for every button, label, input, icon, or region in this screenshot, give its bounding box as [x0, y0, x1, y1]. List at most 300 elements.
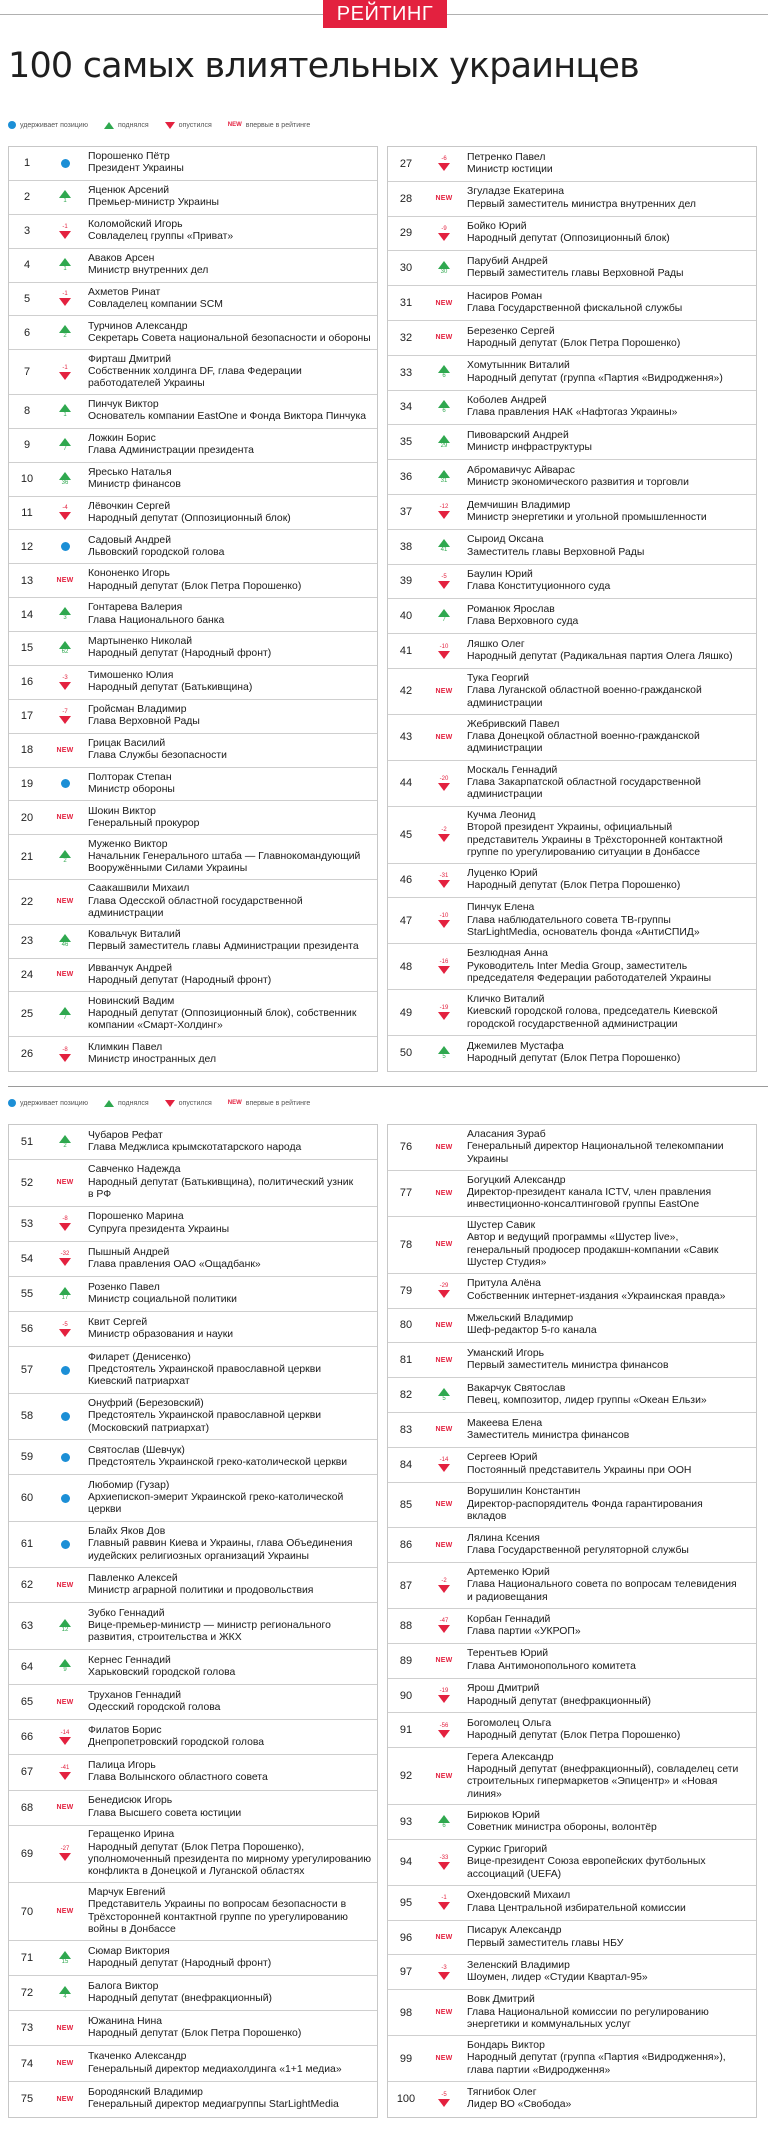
person-name: Пинчук Виктор	[88, 399, 159, 411]
ranking-entry	[9, 700, 377, 734]
entry-text	[88, 1125, 373, 1159]
entry-text	[467, 761, 752, 806]
person-name: Квит Сергей	[88, 1316, 148, 1328]
person-title: Супруга президента Украины	[88, 1223, 230, 1235]
person-name: Безлюдная Анна	[467, 948, 548, 960]
ranking-entry	[388, 669, 756, 715]
person-title: Украины	[467, 1153, 509, 1165]
ranking-entry	[388, 1274, 756, 1309]
rank-number: 6	[23, 326, 31, 339]
legend-keep: удерживает позицию	[8, 1099, 88, 1107]
status-indicator	[45, 992, 85, 1036]
status-indicator	[424, 217, 464, 251]
person-name: Пинчук Елена	[467, 902, 535, 914]
status-indicator	[424, 599, 464, 633]
person-title: Шустер Студия»	[467, 1257, 547, 1269]
position-change: -12	[439, 504, 449, 511]
ranking-entry	[9, 147, 377, 181]
position-change: -5	[62, 1321, 68, 1328]
entry-text	[467, 1309, 752, 1343]
ranking-entry	[388, 1343, 756, 1378]
person-name: Абромавичус Айварас	[467, 464, 575, 476]
entry-text	[88, 835, 373, 879]
ranking-entry	[388, 715, 756, 761]
ranking-entry	[388, 898, 756, 944]
person-title: Днепропетровский городской голова	[88, 1737, 265, 1749]
person-name: Охендовский Михаил	[467, 1890, 571, 1902]
person-title: Глава наблюдательного совета ТВ-группы	[467, 914, 671, 926]
position-change: -16	[439, 959, 449, 966]
ranking-entry	[9, 429, 377, 463]
entry-text	[88, 463, 373, 496]
person-title: Министр внутренних дел	[88, 265, 209, 277]
person-name: Згуладзе Екатерина	[467, 186, 565, 198]
rank-number: 9	[23, 439, 31, 452]
person-title: администрации	[88, 907, 164, 919]
person-title: Собственник интернет-издания «Украинская правда»	[467, 1290, 726, 1302]
rank-number: 36	[399, 471, 413, 484]
status-indicator	[45, 1207, 85, 1241]
person-title: Глава Меджлиса крымскотатарского народа	[88, 1142, 302, 1154]
arrow-up-icon	[438, 365, 450, 373]
status-indicator	[45, 1650, 85, 1684]
entry-text	[467, 286, 752, 320]
ranking-entry	[388, 864, 756, 899]
person-title: Трёхсторонней контактной группе по урегулированию	[88, 1911, 348, 1923]
position-change: -20	[439, 775, 449, 782]
person-name: Притула Алёна	[467, 1278, 541, 1290]
entry-text	[467, 1679, 752, 1713]
person-name: Порошенко Пётр	[88, 151, 170, 163]
rank-number: 97	[399, 1966, 413, 1979]
person-title: энергетики и коммунальных услуг	[467, 2018, 631, 2030]
ranking-entry	[9, 598, 377, 632]
ranking-entry	[388, 634, 756, 669]
person-title: Министр иностранных дел	[88, 1054, 217, 1065]
rank-number: 60	[20, 1492, 34, 1505]
entry-text	[88, 316, 373, 349]
rank-number: 83	[399, 1423, 413, 1436]
status-indicator	[424, 990, 464, 1035]
person-name: Кличко Виталий	[467, 994, 545, 1006]
person-title: представитель Украины в Трёхсторонней контактной	[467, 834, 723, 846]
rank-number: 54	[20, 1252, 34, 1265]
rank-number: 27	[399, 157, 413, 170]
position-change: -8	[62, 1046, 68, 1053]
rank-number: 29	[399, 227, 413, 240]
person-name: Тимошенко Юлия	[88, 670, 174, 682]
entry-text	[467, 147, 752, 181]
person-title: Основатель компании EastOne и Фонда Виктора Пинчука	[88, 411, 366, 423]
status-indicator	[45, 1125, 85, 1159]
entry-text	[467, 2036, 752, 2081]
position-change: 29	[440, 442, 448, 449]
status-indicator	[45, 1791, 85, 1825]
ranking-entry	[9, 959, 377, 993]
rank-number: 75	[20, 2093, 34, 2106]
position-change: 1	[63, 411, 67, 418]
arrow-down-icon	[438, 511, 450, 519]
person-name: Терентьев Юрий	[467, 1648, 549, 1660]
status-indicator	[45, 1603, 85, 1648]
rank-number: 42	[399, 685, 413, 698]
ranking-entry	[9, 1941, 377, 1976]
status-indicator	[424, 1563, 464, 1608]
rank-number: 12	[20, 540, 34, 553]
rank-number: 43	[399, 731, 413, 744]
arrow-up-icon	[59, 438, 71, 446]
position-change: 36	[61, 479, 69, 486]
ranking-entry	[388, 2082, 756, 2117]
ranking-entry	[9, 801, 377, 835]
arrow-down-icon	[438, 163, 450, 171]
person-title: Президент Украины	[88, 163, 184, 175]
entry-text	[88, 497, 373, 530]
arrow-down-icon	[438, 233, 450, 241]
status-indicator	[424, 1990, 464, 2035]
arrow-up-icon	[438, 400, 450, 408]
rank-number: 28	[399, 192, 413, 205]
rank-number: 96	[399, 1931, 413, 1944]
person-name: Гройсман Владимир	[88, 703, 187, 715]
person-name: Любомир (Гузар)	[88, 1479, 170, 1491]
person-title: Народный депутат (Блок Петра Порошенко)	[88, 580, 302, 592]
person-title: Министр образования и науки	[88, 1329, 234, 1341]
status-indicator	[424, 761, 464, 806]
ranking-entry	[9, 992, 377, 1037]
person-name: Шустер Савик	[467, 1220, 536, 1232]
person-title: администрации	[467, 789, 543, 801]
person-title: Народный депутат (Народный фронт)	[88, 974, 272, 986]
entry-text	[88, 666, 373, 699]
keep-dot-icon	[8, 121, 16, 129]
arrow-up-icon	[59, 1007, 71, 1015]
rank-number: 66	[20, 1731, 34, 1744]
entry-text	[88, 1568, 373, 1602]
person-name: Березенко Сергей	[467, 325, 555, 337]
status-indicator	[45, 801, 85, 834]
position-change: -1	[62, 291, 68, 298]
rank-number: 91	[399, 1724, 413, 1737]
person-name: Порошенко Марина	[88, 1211, 184, 1223]
rank-number: 63	[20, 1620, 34, 1633]
ranking-entry	[9, 463, 377, 497]
person-title: Глава Конституционного суда	[467, 581, 611, 593]
status-indicator	[45, 497, 85, 530]
ranking-entry	[9, 530, 377, 564]
ranking-entry	[9, 1685, 377, 1720]
position-change: 1	[63, 265, 67, 272]
position-change: -47	[439, 1618, 449, 1625]
ranking-entry	[9, 1125, 377, 1160]
person-name: Аласания Зураб	[467, 1128, 546, 1140]
person-title: вкладов	[467, 1511, 507, 1523]
status-indicator	[45, 880, 85, 924]
entry-text	[88, 1826, 373, 1883]
person-title: глава партии «Видродження»	[467, 2064, 611, 2076]
rank-number: 56	[20, 1323, 34, 1336]
ranking-entry	[9, 2046, 377, 2081]
entry-text	[88, 1037, 373, 1071]
entry-text	[88, 1603, 373, 1648]
person-name: Ахметов Ринат	[88, 286, 161, 298]
person-name: Палица Игорь	[88, 1760, 156, 1772]
ranking-entry	[9, 1522, 377, 1568]
entry-text	[467, 1644, 752, 1678]
ranking-entry	[9, 1037, 377, 1071]
status-indicator	[45, 1883, 85, 1940]
status-indicator	[424, 321, 464, 355]
entry-text	[88, 283, 373, 316]
person-name: Артеменко Юрий	[467, 1567, 550, 1579]
position-change: -8	[62, 1216, 68, 1223]
new-badge: NEW	[435, 1772, 453, 1780]
ranking-entry	[9, 734, 377, 768]
ranking-entry	[9, 283, 377, 317]
arrow-up-icon	[59, 641, 71, 649]
ranking-entry	[388, 1528, 756, 1563]
status-indicator	[424, 286, 464, 320]
person-name: Ярош Дмитрий	[467, 1683, 540, 1695]
person-name: Яресько Наталья	[88, 466, 172, 478]
person-title: Глава Луганской областной военно-гражданской	[467, 685, 702, 697]
entry-text	[88, 959, 373, 992]
entry-text	[467, 599, 752, 633]
status-indicator	[45, 249, 85, 282]
legend-down: опустился	[165, 122, 212, 129]
new-badge: NEW	[56, 2024, 74, 2032]
status-indicator	[45, 598, 85, 631]
person-title: Вице-премьер-министр — министр регионального	[88, 1619, 331, 1631]
person-title: генеральный продюсер продакшн-компании «Савик	[467, 1244, 719, 1256]
new-badge: NEW	[435, 733, 453, 741]
arrow-up-icon	[59, 1287, 71, 1295]
position-change: -9	[441, 225, 447, 232]
arrow-up-icon	[59, 1135, 71, 1143]
ranking-entry	[388, 391, 756, 426]
person-title: и радиовещания	[467, 1591, 548, 1603]
person-title: городской государственной администрации	[467, 1018, 678, 1030]
ranking-entry	[388, 1644, 756, 1679]
rank-number: 93	[399, 1816, 413, 1829]
ranking-entry	[388, 1563, 756, 1609]
new-badge: NEW	[56, 1179, 74, 1187]
ranking-entry	[388, 1748, 756, 1805]
person-title: Народный депутат (внефракционный)	[467, 1695, 651, 1707]
person-name: Пивоварский Андрей	[467, 429, 569, 441]
person-name: Климкин Павел	[88, 1041, 163, 1053]
rank-number: 94	[399, 1856, 413, 1869]
rank-number: 32	[399, 331, 413, 344]
position-change: 15	[61, 1958, 69, 1965]
new-badge: NEW	[56, 2095, 74, 2103]
person-title: Первый заместитель министра финансов	[467, 1360, 669, 1372]
status-indicator	[45, 2046, 85, 2080]
rank-number: 8	[23, 405, 31, 418]
ranking-entry	[9, 395, 377, 429]
entry-text	[467, 1274, 752, 1308]
person-title: Руководитель Inter Media Group, заместитель	[467, 960, 688, 972]
ranking-entry	[9, 1160, 377, 1206]
person-name: Яценюк Арсений	[88, 185, 170, 197]
rank-number: 19	[20, 777, 34, 790]
status-indicator	[45, 283, 85, 316]
person-name: Блайх Яков Дов	[88, 1526, 166, 1537]
rating-tag: РЕЙТИНГ	[323, 0, 447, 28]
person-name: Москаль Геннадий	[467, 764, 558, 776]
rank-number: 73	[20, 2022, 34, 2035]
arrow-up-icon	[438, 261, 450, 269]
arrow-up-icon	[438, 1388, 450, 1396]
arrow-up-icon	[59, 325, 71, 333]
entry-text	[88, 249, 373, 282]
person-title: Совладелец группы «Приват»	[88, 231, 234, 243]
rank-number: 48	[399, 960, 413, 973]
ranking-entry	[9, 350, 377, 395]
person-title: Постоянный представитель Украины при ООН	[467, 1464, 692, 1476]
position-change: -19	[439, 1688, 449, 1695]
entry-text	[467, 1036, 752, 1071]
person-title: Глава Волынского областного совета	[88, 1772, 268, 1784]
rank-number: 34	[399, 401, 413, 414]
person-name: Саакашвили Михаил	[88, 883, 190, 895]
person-title: Глава правления ОАО «Ощадбанк»	[88, 1258, 261, 1270]
person-name: Луценко Юрий	[467, 868, 538, 880]
person-name: Зубко Геннадий	[88, 1607, 165, 1619]
new-badge: NEW	[56, 1804, 74, 1812]
person-title: Совладелец компании SCM	[88, 298, 223, 310]
person-name: Садовый Андрей	[88, 534, 172, 546]
person-title: Народный депутат (Блок Петра Порошенко)	[467, 1053, 681, 1065]
new-badge: NEW	[435, 1321, 453, 1329]
rank-number: 23	[20, 935, 34, 948]
person-title: линия»	[467, 1788, 502, 1800]
entry-text	[467, 1840, 752, 1885]
status-indicator	[45, 835, 85, 879]
person-title: администрации	[467, 743, 543, 755]
legend-up: поднялся	[104, 1100, 149, 1107]
position-change: -29	[439, 1283, 449, 1290]
ranking-entry	[388, 251, 756, 286]
new-badge: NEW	[56, 971, 74, 979]
entry-text	[467, 356, 752, 390]
ranking-entry	[388, 807, 756, 864]
entry-text	[88, 181, 373, 214]
rank-number: 18	[20, 744, 34, 757]
person-name: Кучма Леонид	[467, 810, 536, 822]
person-name: Южанина Нина	[88, 2016, 162, 2028]
ranking-entry	[388, 425, 756, 460]
rank-number: 92	[399, 1770, 413, 1783]
position-change: -41	[60, 1764, 70, 1771]
person-title: Первый заместитель министра внутренних дел	[467, 198, 696, 210]
status-indicator	[424, 1483, 464, 1528]
new-badge: NEW	[435, 1356, 453, 1364]
person-title: Народный депутат (Блок Петра Порошенко)	[467, 337, 681, 349]
rank-number: 68	[20, 1801, 34, 1814]
status-indicator	[45, 768, 85, 801]
person-title: Министр финансов	[88, 479, 181, 491]
person-name: Филарет (Денисенко)	[88, 1351, 191, 1363]
person-name: Ворушилин Константин	[467, 1486, 581, 1498]
ranking-entry	[388, 1483, 756, 1529]
person-name: Шокин Виктор	[88, 805, 156, 817]
new-badge: NEW	[56, 1581, 74, 1589]
entry-text	[88, 768, 373, 801]
rank-number: 22	[20, 895, 34, 908]
rank-number: 2	[23, 191, 31, 204]
status-indicator	[424, 1713, 464, 1747]
person-name: Ковальчук Виталий	[88, 928, 181, 940]
ranking-entry	[9, 1603, 377, 1649]
status-indicator	[45, 1976, 85, 2010]
position-change: -3	[441, 1964, 447, 1971]
person-title: председателя Федерации работодателей Украины	[467, 972, 712, 984]
ranking-entry	[9, 666, 377, 700]
ranking-entry	[388, 1413, 756, 1448]
ranking-entry	[9, 1242, 377, 1277]
person-name: Уманский Игорь	[467, 1347, 545, 1359]
status-indicator	[424, 1378, 464, 1412]
ranking-entry	[388, 147, 756, 182]
arrow-down-icon	[438, 1730, 450, 1738]
arrow-down-icon	[438, 581, 450, 589]
person-title: Певец, композитор, лидер группы «Океан Ельзи»	[467, 1395, 707, 1406]
arrow-down-icon	[438, 1585, 450, 1593]
page-title: 100 самых влиятельных украинцев	[8, 46, 639, 86]
position-change: -31	[439, 872, 449, 879]
arrow-up-icon	[59, 1951, 71, 1959]
person-title: Глава Антимонопольного комитета	[467, 1660, 636, 1672]
status-indicator	[424, 1528, 464, 1562]
person-title: работодателей Украины	[88, 378, 205, 390]
person-title: Народный депутат (Оппозиционный блок), собственник	[88, 1008, 357, 1020]
person-title: Глава Государственной фискальной службы	[467, 303, 683, 315]
arrow-up-icon	[59, 1619, 71, 1627]
person-title: Народный депутат (Батькивщина), политический узник	[88, 1176, 354, 1188]
person-name: Грицак Василий	[88, 737, 166, 749]
arrow-up-icon	[59, 258, 71, 266]
person-title: Вооружёнными Силами Украины	[88, 863, 248, 875]
entry-text	[467, 1563, 752, 1608]
rank-number: 10	[20, 473, 34, 486]
status-indicator	[45, 1685, 85, 1719]
position-change: 30	[440, 268, 448, 275]
entry-text	[88, 1941, 373, 1975]
position-change: -33	[439, 1854, 449, 1861]
new-badge: NEW	[56, 746, 74, 754]
rank-number: 17	[20, 710, 34, 723]
rank-number: 76	[399, 1141, 413, 1154]
entry-text	[467, 1955, 752, 1989]
person-title: Министр обороны	[88, 783, 175, 795]
status-indicator	[424, 1036, 464, 1071]
person-title: Первый заместитель главы НБУ	[467, 1937, 624, 1949]
position-change: 7	[63, 1014, 67, 1021]
entry-text	[88, 1242, 373, 1276]
status-indicator	[45, 1941, 85, 1975]
person-title: Генеральный директор Национальной телекомпании	[467, 1141, 724, 1153]
ranking-entry	[388, 356, 756, 391]
new-badge: NEW	[227, 1100, 242, 1106]
position-change: -10	[439, 913, 449, 920]
ranking-entry	[388, 1036, 756, 1071]
person-name: Богуцкий Александр	[467, 1174, 566, 1186]
position-change: -5	[441, 2091, 447, 2098]
new-badge: NEW	[435, 1541, 453, 1549]
person-title: Народный депутат (Блок Петра Порошенко)	[467, 1730, 681, 1742]
arrow-down-icon	[438, 834, 450, 842]
